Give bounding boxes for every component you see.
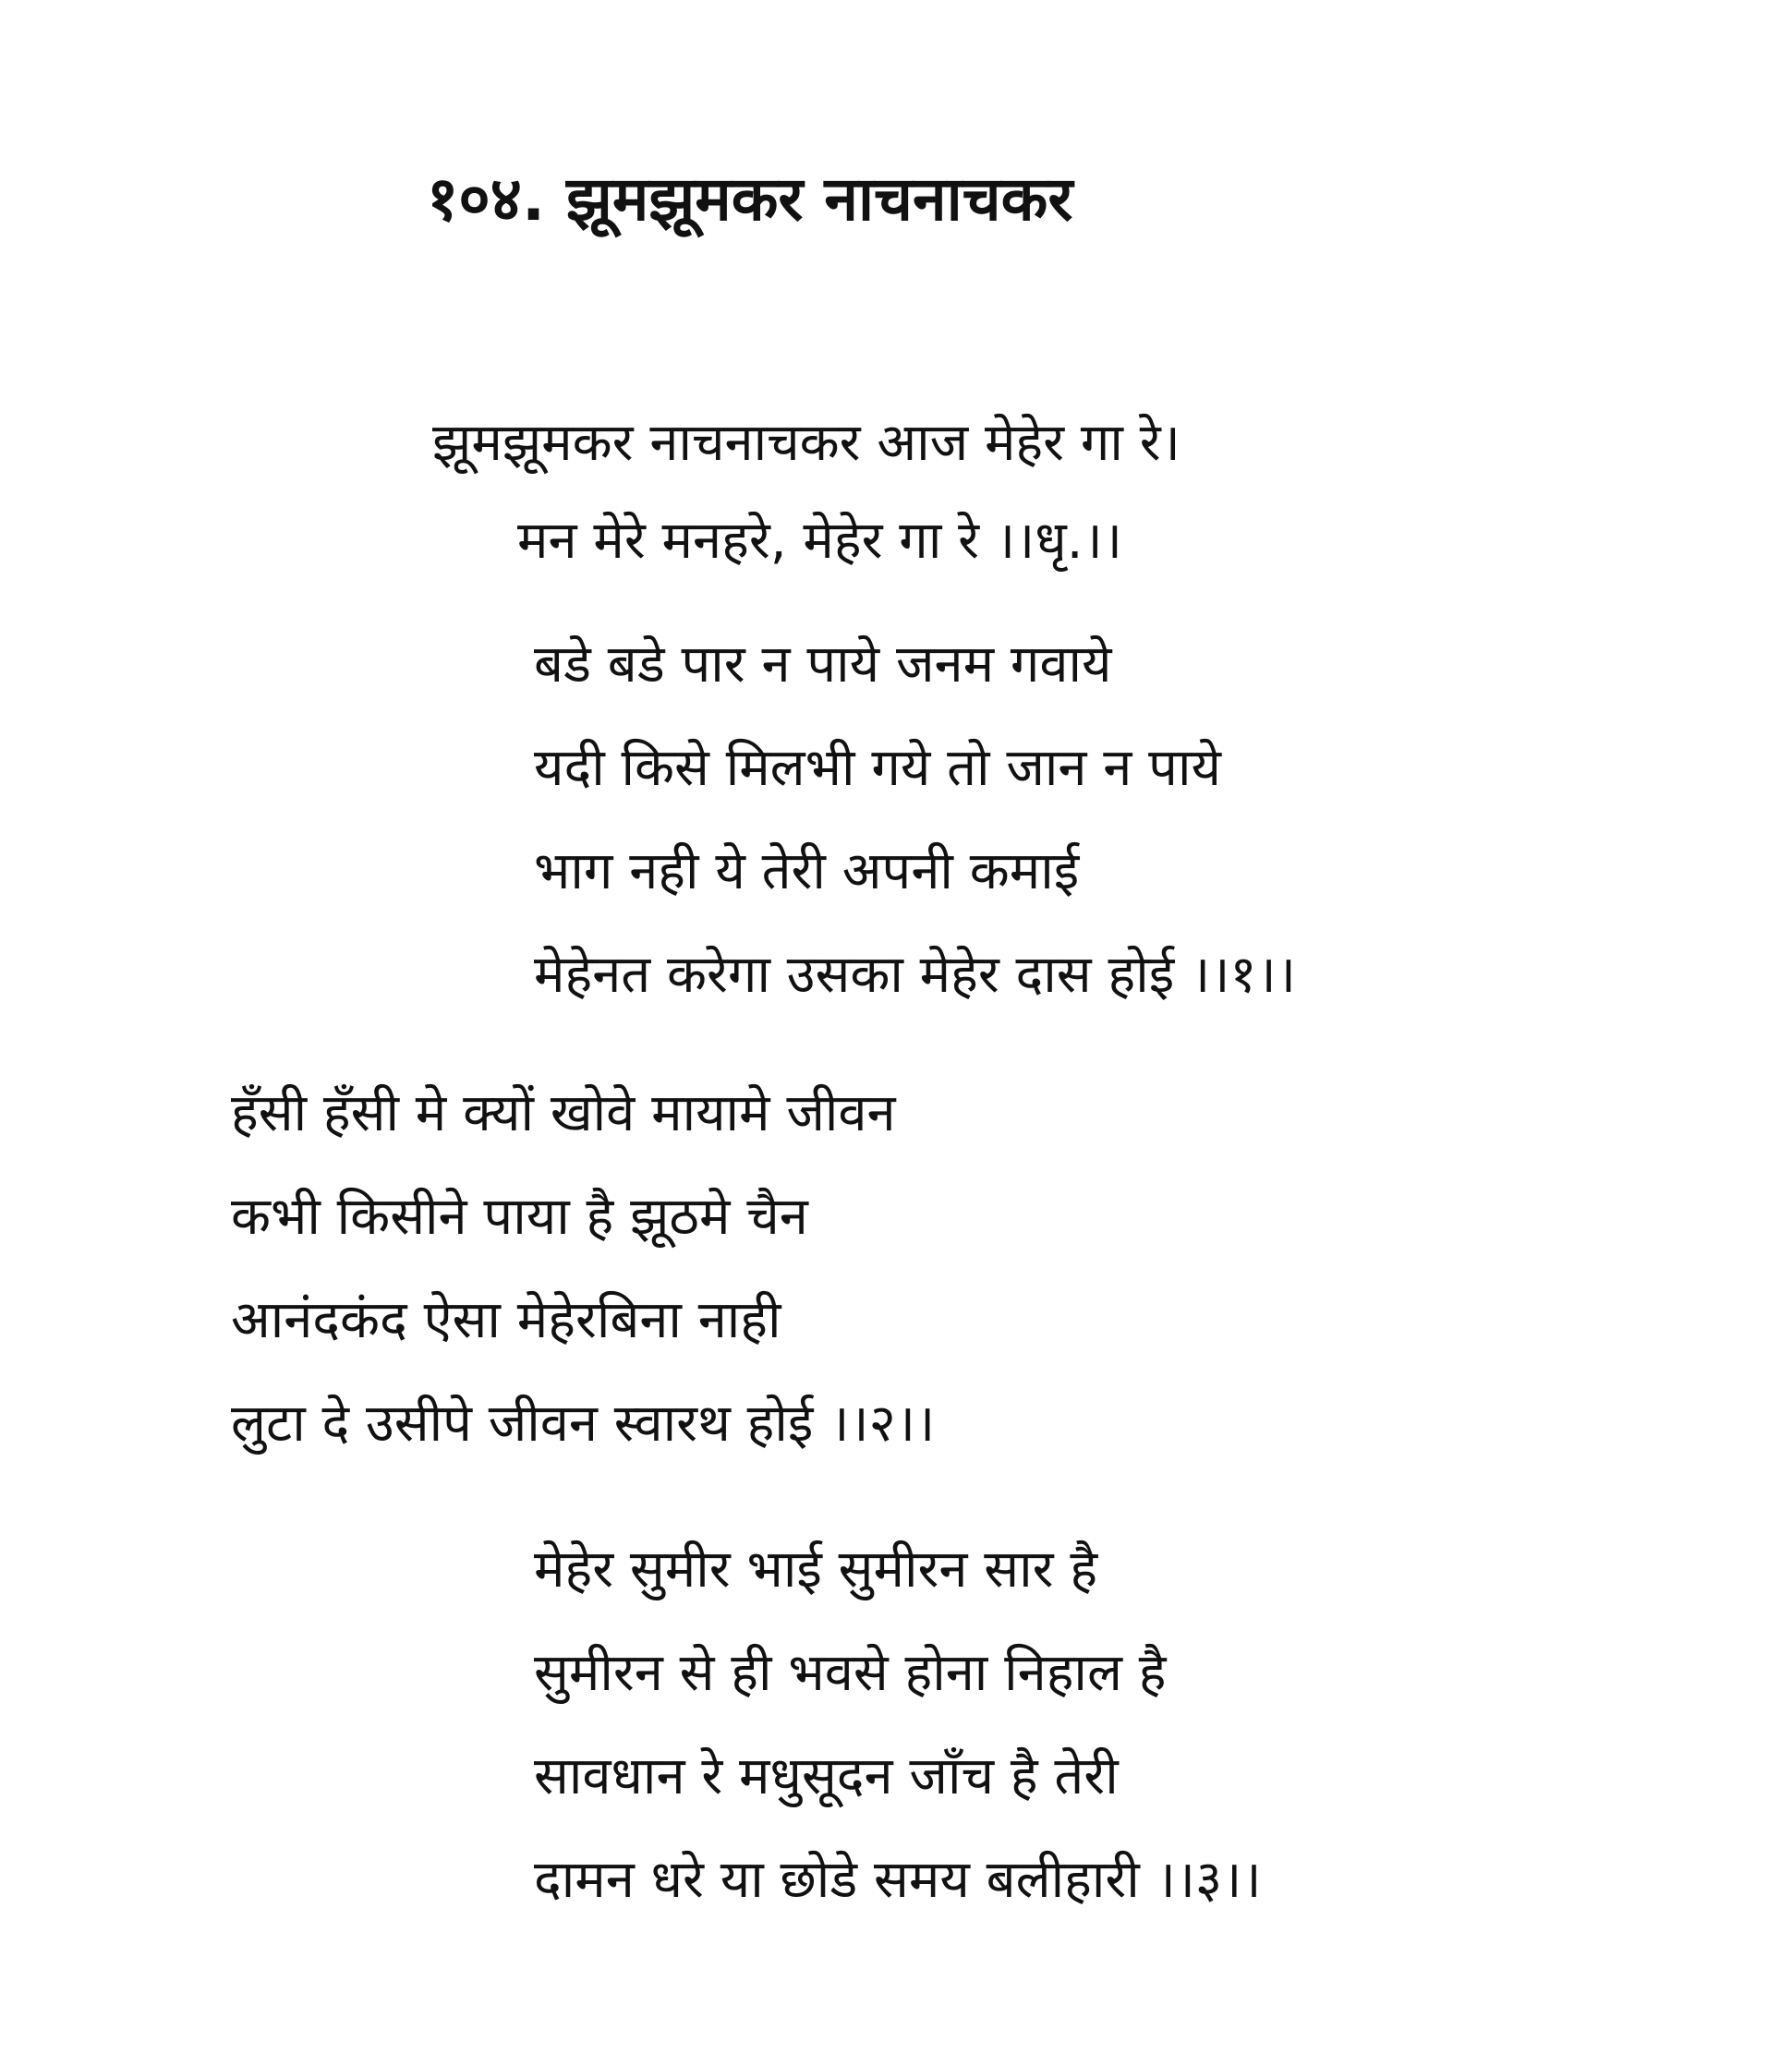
stanza-2-line-2: कभी किसीने पाया है झूठमे चैन <box>231 1187 808 1247</box>
stanza-3-line-3: सावधान रे मधुसूदन जाँच है तेरी <box>534 1746 1119 1806</box>
stanza-2 <box>231 1083 936 1502</box>
stanza-3-line-4: दामन धरे या छोडे समय बलीहारी ।।३।। <box>534 1850 1262 1910</box>
refrain-line-2: मन मेरे मनहरे, मेहेर गा रे ।।धृ.।। <box>517 511 1122 571</box>
stanza-3-line-1: मेहेर सुमीर भाई सुमीरन सार है <box>534 1540 1098 1600</box>
stanza-2-line-4: लुटा दे उसीपे जीवन स्वारथ होई ।।२।। <box>231 1394 936 1454</box>
stanza-1-line-1: बडे बडे पार न पाये जनम गवाये <box>534 634 1112 694</box>
stanza-1-line-3: भाग नही ये तेरी अपनी कमाई <box>534 841 1080 901</box>
stanza-1 <box>534 634 1297 1053</box>
stanza-2-line-3: आनंदकंद ऐसा मेहेरबिना नाही <box>231 1290 781 1350</box>
stanza-1-line-2: यदी किसे मिलभी गये तो जान न पाये <box>534 738 1221 798</box>
refrain-line-1: झूमझूमकर नाचनाचकर आज मेहेर गा रे। <box>432 413 1181 473</box>
stanza-1-line-4: मेहेनत करेगा उसका मेहेर दास होई ।।१।। <box>534 945 1297 1005</box>
stanza-3 <box>534 1540 1262 1958</box>
stanza-2-line-1: हँसी हँसी मे क्यों खोवे मायामे जीवन <box>231 1083 896 1143</box>
song-title: १०४. झूमझूमकर नाचनाचकर <box>427 163 1073 235</box>
stanza-3-line-2: सुमीरन से ही भवसे होना निहाल है <box>534 1643 1167 1703</box>
